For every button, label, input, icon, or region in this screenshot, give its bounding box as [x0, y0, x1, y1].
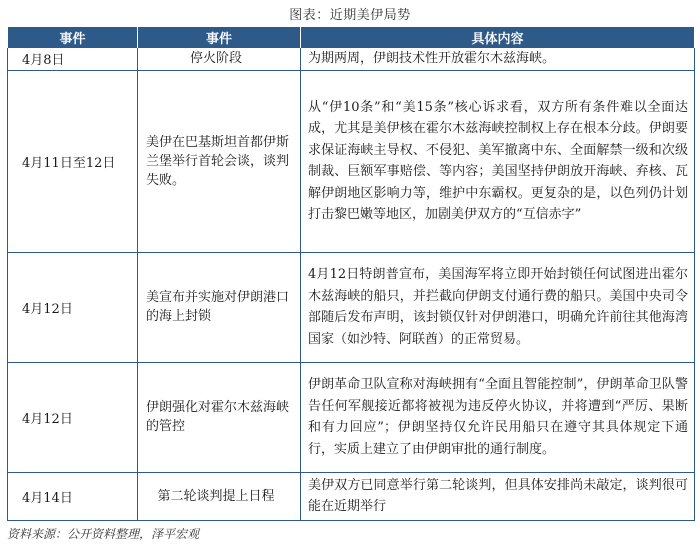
header-date: 事件	[8, 27, 138, 48]
row-event: 美伊在巴基斯坦首都伊斯兰堡举行首轮会谈，谈判失败。	[138, 70, 301, 252]
row-content: 美伊双方已同意举行第二轮谈判，但具体安排尚未敲定，谈判很可能在近期举行	[301, 472, 695, 520]
row-date: 4月8日	[8, 48, 138, 71]
row-date: 4月14日	[8, 472, 138, 520]
row-content: 从“伊10条”和“美15条”核心诉求看，双方所有条件难以全面达成，尤其是美伊核在霍尔木兹海峡控制权上存在根本分歧。伊朗要求保证海峡主导权、不侵犯、美军撤离中东、全面解禁一级和次级制裁、巨额军事赔偿、等内容；美国坚持伊朗放开海峡、弃核、瓦解伊朗地区影响力等，维护中东霸权。更复杂的是，以色列仍计划打击黎巴嫩等地区，加剧美伊双方的“互信赤字”	[301, 70, 695, 252]
row-content: 为期两周，伊朗技术性开放霍尔木兹海峡。	[301, 48, 695, 71]
row-event: 停火阶段	[138, 48, 301, 71]
table-row	[8, 472, 695, 520]
events-table	[7, 27, 695, 521]
row-content: 4月12日特朗普宣布，美国海军将立即开始封锁任何试图进出霍尔木兹海峡的船只，并拦截向伊朗支付通行费的船只。美国中央司令部随后发布声明，该封锁仅针对伊朗港口，明确允许前往其他海湾国家（如沙特、阿联酋）的正常贸易。	[301, 252, 695, 362]
row-date: 4月12日	[8, 252, 138, 362]
row-event: 美宣布并实施对伊朗港口的海上封锁	[138, 252, 301, 362]
table-row	[8, 48, 695, 71]
row-event: 第二轮谈判提上日程	[138, 472, 301, 520]
table-caption: 图表：近期美伊局势	[289, 8, 411, 23]
row-content: 伊朗革命卫队宣称对海峡拥有“全面且智能控制”，伊朗革命卫队警告任何军舰接近都将被视为违反停火协议，并将遭到“严厉、果断和有力回应”；伊朗坚持仅允许民用船只在遵守其具体规定下通行，实质上建立了由伊朗审批的通行制度。	[301, 362, 695, 472]
row-event: 伊朗强化对霍尔木兹海峡的管控	[138, 362, 301, 472]
row-date: 4月11日至12日	[8, 70, 138, 252]
table-header-row	[8, 27, 695, 48]
table-row	[8, 362, 695, 472]
source-note: 资料来源：公开资料整理，泽平宏观	[7, 527, 200, 541]
table-row	[8, 70, 695, 252]
table-row	[8, 252, 695, 362]
header-content: 具体内容	[301, 27, 695, 48]
header-event: 事件	[138, 27, 301, 48]
row-date: 4月12日	[8, 362, 138, 472]
